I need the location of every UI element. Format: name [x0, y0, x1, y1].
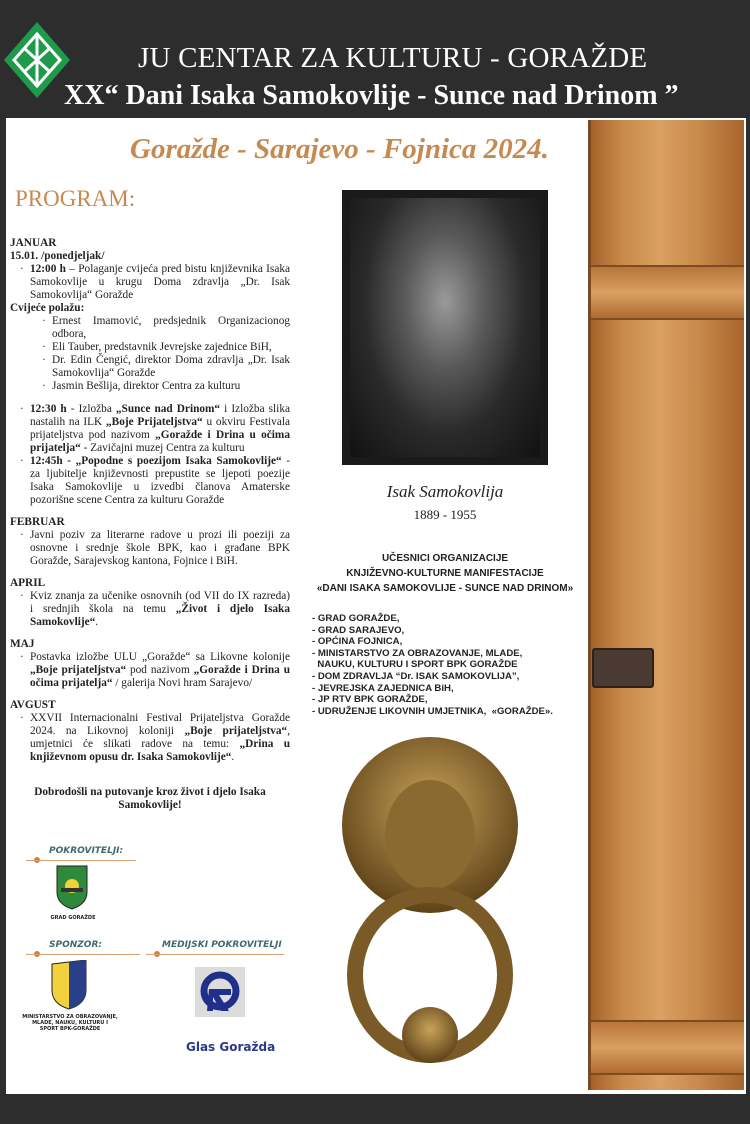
- program-item: [10, 403, 290, 455]
- header: [0, 0, 750, 114]
- program-item-bold-text: 12:00 h: [30, 263, 66, 275]
- participant-item: - MINISTARSTVO ZA OBRAZOVANJE, MLADE,: [312, 647, 523, 659]
- bpk-coat-of-arms-icon: [50, 960, 88, 1010]
- program-heading: PROGRAM:: [15, 186, 136, 211]
- program-item-text: - za ljubitelje književnosti prepustite se ljepoti poezije Isaka Samokovlije u izvedbi članova Amaterske pozorišne scene Centra za kulturu Goražde: [30, 455, 290, 506]
- program-subitem: · Dr. Edin Čengić, direktor Doma zdravlja „Dr. Isak Samokovlija“ Goražde: [10, 354, 290, 380]
- participant-item: - DOM ZDRAVLJA “Dr. ISAK SAMOKOVLIJA”,: [312, 670, 520, 682]
- program-item-bold-text: „Goražde i Drina u očima prijatelja“: [30, 429, 290, 454]
- sponsor-heading: SPONZOR:: [49, 940, 102, 950]
- participant-item: - GRAD GORAŽDE,: [312, 613, 400, 624]
- program-item-bold-text: „Život i djelo Isaka Samokovlije“: [30, 603, 290, 628]
- participants-list: [312, 613, 553, 717]
- participant-item: - OPĆINA FOJNICA,: [312, 636, 403, 648]
- program-item: [10, 455, 290, 507]
- program-item: [10, 529, 290, 568]
- bottom-bar: [0, 1094, 750, 1124]
- program-date: 15.01. /ponedjeljak/: [10, 250, 105, 262]
- portrait-years: 1889 - 1955: [413, 507, 477, 522]
- event-locations: Goražde - Sarajevo - Fojnica 2024.: [130, 133, 549, 165]
- program-item-text: / galerija Novi hram Sarajevo/: [112, 677, 253, 689]
- centar-za-kulturu-logo-icon: [2, 20, 72, 100]
- participant-item: - UDRUŽENJE LIKOVNIH UMJETNIKA, «GORAŽDE».: [312, 705, 553, 717]
- sponsor-name: MINISTARSTVO ZA OBRAZOVANJE, MLADE, NAUKU, KULTURU I SPORT BPK-GORAŽDE: [22, 1014, 118, 1032]
- participants-heading-line: KNJIŽEVNO-KULTURNE MANIFESTACIJE: [346, 568, 544, 579]
- glas-gorazda-logo: Glas Goražda: [186, 1040, 276, 1054]
- program-item-text: Kviz znanja za učenike osnovnih (od VII do IX razreda) i srednjih škola na temu: [30, 590, 290, 615]
- program-item-bold-text: „Boje Prijateljstva“: [106, 416, 203, 428]
- program-item-text: u okviru Festivala prijateljstva pod nazivom: [30, 416, 290, 441]
- media-patrons-heading: MEDIJSKI POKROVITELJI: [162, 940, 282, 950]
- participant-item: - JEVREJSKA ZAJEDNICA BiH,: [312, 682, 454, 694]
- program-item-text: pod nazivom: [126, 664, 194, 676]
- wooden-door-image: [588, 120, 744, 1090]
- lion-door-knocker-image: [335, 735, 525, 1070]
- participant-item: NAUKU, KULTURU I SPORT BPK GORAŽDE: [312, 659, 518, 671]
- event-title: XX“ Dani Isaka Samokovlije - Sunce nad Drinom ”: [64, 80, 679, 111]
- grad-gorazde-coat-of-arms-icon: [55, 864, 89, 910]
- program-item-bold-text: „Boje prijateljstva“: [30, 664, 127, 676]
- participant-item: - JP RTV BPK GORAŽDE,: [312, 694, 428, 706]
- program-month-heading: FEBRUAR: [10, 516, 65, 528]
- program-item: [10, 263, 290, 302]
- portrait-photo: [342, 190, 548, 465]
- program-item-text: - Izložba: [66, 403, 116, 415]
- patrons-heading: POKROVITELJI:: [49, 846, 124, 856]
- program-item-text: .: [231, 751, 235, 763]
- patron-name: GRAD GORAŽDE: [50, 915, 96, 921]
- program-item-text: , umjetnici će slikati radove na temu:: [30, 725, 291, 750]
- participants-heading: [300, 551, 590, 596]
- program-item-text: - Zavičajni muzej Centra za kulturu: [80, 442, 245, 454]
- program-item-text: Postavka izložbe ULU „Goražde“ sa Likovne kolonije: [30, 651, 290, 663]
- program-item-text: Javni poziv za literarne radove u prozi ili poeziji za osnovne i srednje škole BPK, kao i građane BPK Goražde, Sarajevskog kantona, Fojnice i BiH.: [30, 529, 290, 567]
- participant-item: - GRAD SARAJEVO,: [312, 624, 405, 636]
- program-item-text: .: [95, 616, 99, 628]
- program-item-text: – Polaganje cvijeća pred bistu književnika Isaka Samokovlije u krugu Doma zdravlja „Dr. Isak Samokovlija“ Goražde: [30, 263, 290, 301]
- program-month-heading: AVGUST: [10, 699, 56, 711]
- program-month-heading: MAJ: [10, 638, 35, 650]
- program-list: [10, 237, 290, 812]
- program-month-heading: APRIL: [10, 577, 46, 589]
- program-item-text: XXVII Internacionalni Festival Prijateljstva Goražde 2024. na Likovnoj koloniji: [30, 712, 290, 737]
- program-item-bold-text: 12:45h - „Popodne s poezijom Isaka Samokovlije“: [30, 455, 282, 467]
- closing-message: Dobrodošli na putovanje kroz život i djelo Isaka Samokovlije!: [34, 786, 266, 811]
- program-item-bold-text: „Drina u književnom opusu dr. Isaka Samokovlije“: [30, 738, 290, 763]
- portrait-name: Isak Samokovlija: [386, 482, 504, 501]
- program-item-bold-text: „Goražde i Drina u očima prijatelja“: [30, 664, 290, 689]
- program-item-bold-text: 12:30 h: [30, 403, 67, 415]
- program-item: [10, 590, 290, 629]
- program-subitem: · Jasmin Bešlija, direktor Centra za kulturu: [10, 380, 290, 393]
- rtv-bpk-logo-icon: [195, 967, 245, 1017]
- program-subheading: Cvijeće polažu:: [10, 302, 85, 314]
- program-item-text: i Izložba slika nastalih na ILK: [30, 403, 290, 428]
- program-item: [10, 712, 290, 764]
- participants-heading-line: UČESNICI ORGANIZACIJE: [381, 553, 509, 564]
- program-month-heading: JANUAR: [10, 237, 57, 249]
- organization-title: JU CENTAR ZA KULTURU - GORAŽDE: [138, 42, 648, 74]
- participants-heading-line: «DANI ISAKA SAMOKOVLIJE - SUNCE NAD DRINOM»: [316, 583, 574, 594]
- door-lock-image: [592, 648, 654, 688]
- program-item-bold-text: „Boje prijateljstva“: [184, 725, 288, 737]
- program-item: [10, 651, 290, 690]
- program-item-bold-text: „Sunce nad Drinom“: [115, 403, 221, 415]
- program-subitem: · Ernest Imamović, predsjednik Organizacionog odbora,: [10, 315, 290, 341]
- program-subitem: · Eli Tauber, predstavnik Jevrejske zajednice BiH,: [10, 341, 290, 354]
